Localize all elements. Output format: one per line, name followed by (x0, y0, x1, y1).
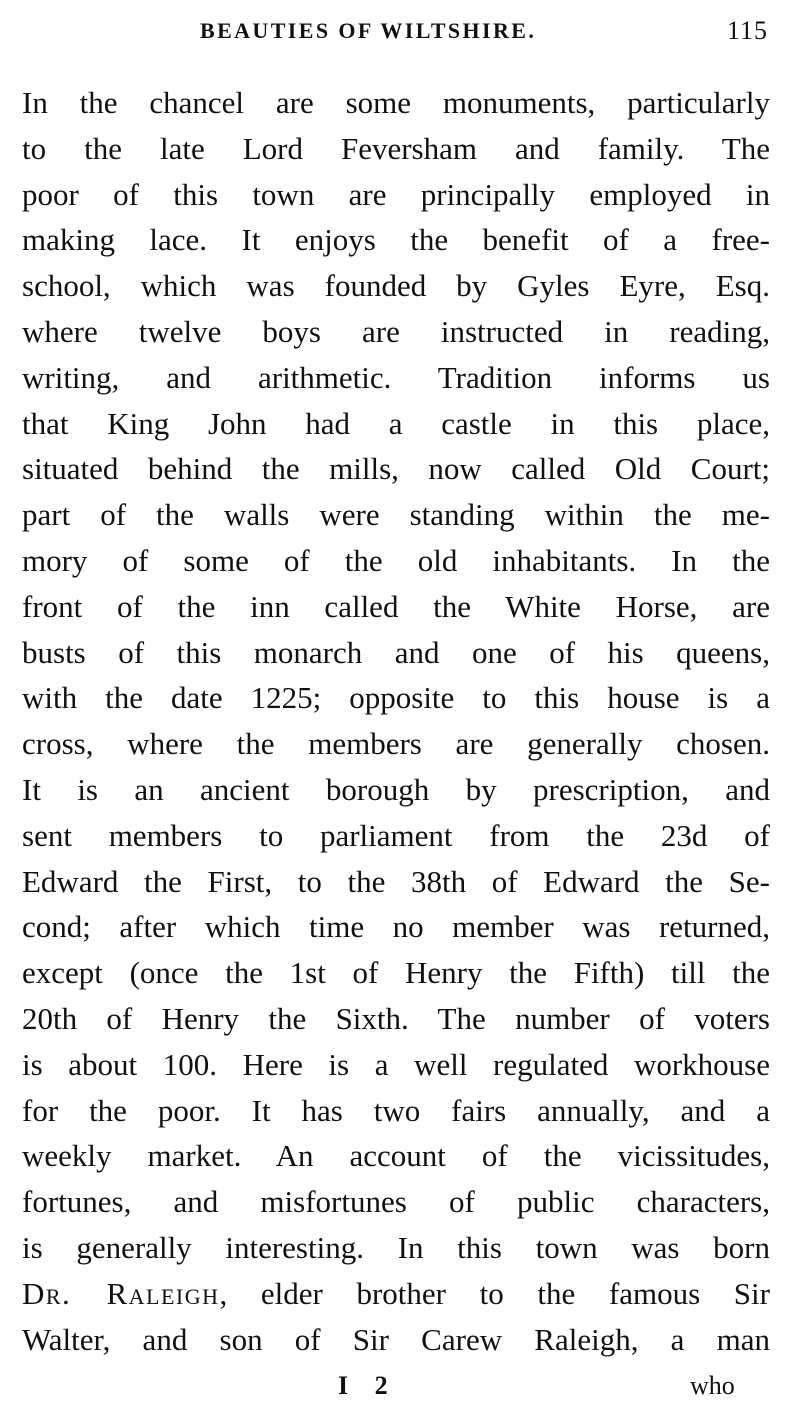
text-line: is generally interesting. In this town was born (22, 1229, 770, 1265)
text-line: part of the walls were standing within the me- (22, 497, 770, 533)
text-line: school, which was founded by Gyles Eyre, Esq. (22, 268, 770, 304)
text-line: fortunes, and misfortunes of public characters, (22, 1184, 770, 1220)
text-line: that King John had a castle in this place, (22, 405, 770, 441)
text-line: front of the inn called the White Horse, are (22, 588, 770, 624)
person-name: Dr. Raleigh (22, 1275, 220, 1311)
text-line: is about 100. Here is a well regulated workhouse (22, 1046, 770, 1082)
text-line: sent members to parliament from the 23d of (22, 817, 770, 853)
text-line: cross, where the members are generally chosen. (22, 726, 770, 762)
text-fragment: , elder brother to the famous Sir (219, 1275, 770, 1311)
text-line: busts of this monarch and one of his queens, (22, 634, 770, 670)
page-number: 115 (726, 16, 768, 45)
text-line: situated behind the mills, now called Old Court; (22, 451, 770, 487)
text-line: Walter, and son of Sir Carew Raleigh, a man (22, 1321, 770, 1357)
text-line: poor of this town are principally employed in (22, 176, 770, 212)
text-line: It is an ancient borough by prescription, and (22, 771, 770, 807)
text-line (22, 1271, 770, 1317)
catchword: who (690, 1371, 735, 1400)
text-line: where twelve boys are instructed in reading, (22, 313, 770, 349)
body-text (22, 80, 770, 1362)
text-line: writing, and arithmetic. Tradition informs us (22, 359, 770, 395)
text-line: to the late Lord Feversham and family. The (22, 130, 770, 166)
text-line: making lace. It enjoys the benefit of a free- (22, 222, 770, 258)
text-line: cond; after which time no member was returned, (22, 909, 770, 945)
text-line: In the chancel are some monuments, particularly (22, 85, 770, 120)
text-line: except (once the 1st of Henry the Fifth) till the (22, 955, 770, 991)
text-line: for the poor. It has two fairs annually, and a (22, 1092, 770, 1128)
page-footer (0, 1371, 800, 1411)
text-line: with the date 1225; opposite to this house is a (22, 680, 770, 716)
text-line: Edward the First, to the 38th of Edward the Se- (22, 863, 770, 899)
text-line: 20th of Henry the Sixth. The number of voters (22, 1000, 770, 1036)
text-line: weekly market. An account of the vicissitudes, (22, 1138, 770, 1174)
signature-mark: I 2 (338, 1371, 398, 1400)
text-line: mory of some of the old inhabitants. In the (22, 542, 770, 578)
running-title: BEAUTIES OF WILTSHIRE. (200, 18, 537, 43)
